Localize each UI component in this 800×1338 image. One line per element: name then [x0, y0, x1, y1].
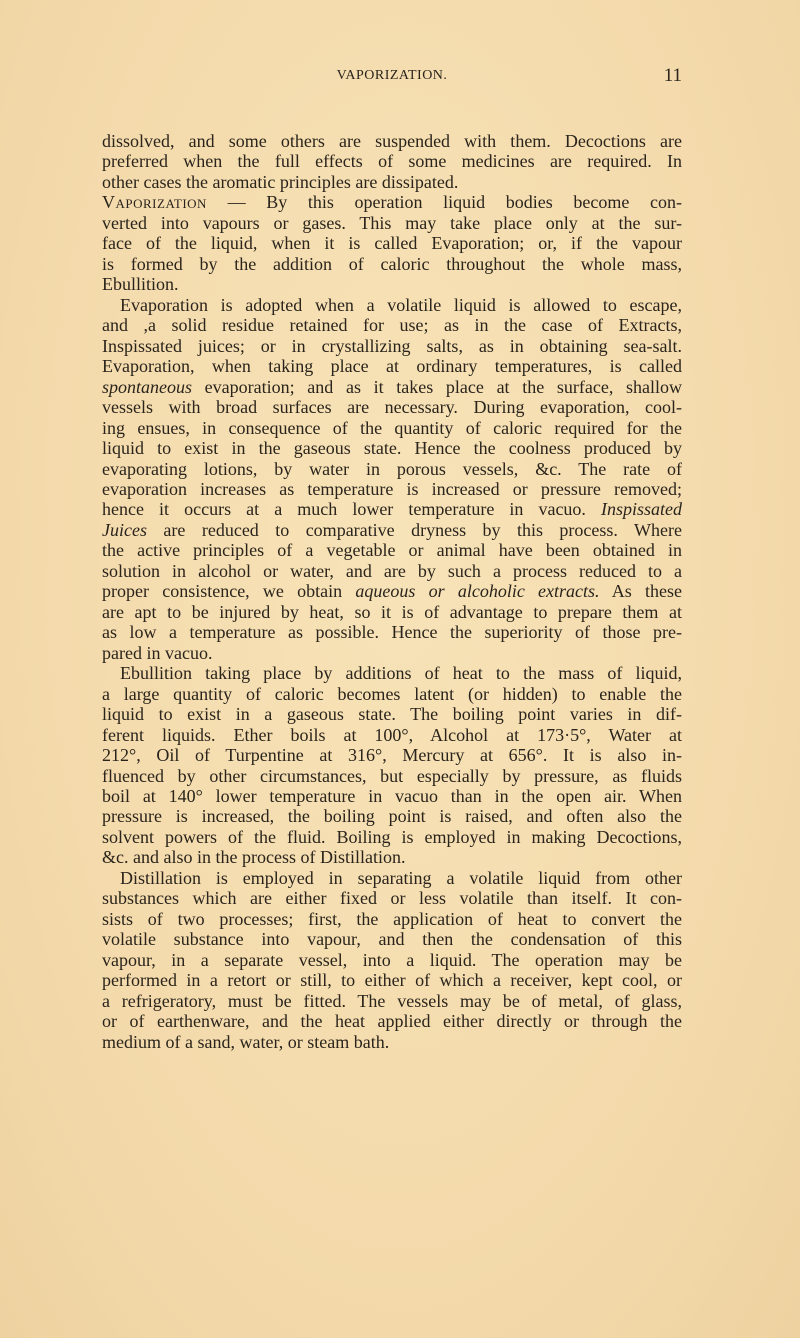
text-line [102, 336, 682, 356]
text-segment: performed in a retort or still, to either of which a receiver, kept cool, or [102, 970, 682, 991]
text-segment: or of earthenware, and the heat applied either directly or through the [102, 1011, 682, 1032]
text-segment: Distillation is employed in separating a volatile liquid from other [120, 867, 682, 888]
text-line [102, 540, 682, 560]
small-caps-heading: Vaporization [102, 192, 207, 213]
text-segment: is formed by the addition of caloric throughout the whole mass, [102, 253, 682, 274]
paragraph [102, 192, 682, 294]
text-line [102, 909, 682, 929]
text-segment: vapour, in a separate vessel, into a liquid. The operation may be [102, 949, 682, 970]
text-segment: a large quantity of caloric becomes latent (or hidden) to enable the [102, 683, 682, 704]
text-segment: ing ensues, in consequence of the quantity of caloric required for the [102, 417, 682, 438]
text-line [102, 991, 682, 1011]
text-segment: solution in alcohol or water, and are by such a process reduced to a [102, 560, 682, 581]
text-segment: vessels with broad surfaces are necessary. During evaporation, cool- [102, 397, 682, 418]
text-segment: evaporating lotions, by water in porous vessels, &c. The rate of [102, 458, 682, 479]
text-line [102, 868, 682, 888]
text-line [102, 295, 682, 315]
text-line [102, 766, 682, 786]
text-line [102, 459, 682, 479]
running-head-title: VAPORIZATION. [336, 68, 448, 83]
text-segment: fluenced by other circumstances, but especially by pressure, as fluids [102, 765, 682, 786]
text-line [102, 315, 682, 335]
text-segment: As these [599, 581, 682, 602]
text-segment: Ebullition. [102, 274, 179, 295]
text-line [102, 725, 682, 745]
text-segment: are apt to be injured by heat, so it is of advantage to prepare them at [102, 601, 682, 622]
page-number: 11 [663, 65, 682, 86]
text-line [102, 479, 682, 499]
text-segment: Evaporation, when taking place at ordinary temperatures, is called [102, 356, 682, 377]
text-line [102, 499, 682, 519]
text-line [102, 663, 682, 683]
text-line [102, 581, 682, 601]
text-segment: face of the liquid, when it is called Evaporation; or, if the vapour [102, 233, 682, 254]
text-line [102, 806, 682, 826]
text-segment: verted into vapours or gases. This may take place only at the sur- [102, 212, 682, 233]
italic-text: Inspissated [601, 499, 682, 520]
text-line [102, 929, 682, 949]
text-segment: preferred when the full effects of some medicines are required. In [102, 151, 682, 172]
text-segment: evaporation increases as temperature is increased or pressure removed; [102, 478, 682, 499]
text-segment: dissolved, and some others are suspended with them. Decoctions are [102, 131, 682, 151]
text-line [102, 254, 682, 274]
italic-text: aqueous or alcoholic extracts. [355, 581, 600, 602]
italic-text: spontaneous [102, 376, 192, 397]
text-line [102, 151, 682, 171]
text-line [102, 684, 682, 704]
text-line [102, 786, 682, 806]
text-segment: — By this operation liquid bodies become con- [206, 192, 682, 213]
text-segment: volatile substance into vapour, and then the condensation of this [102, 929, 682, 950]
text-line [102, 561, 682, 581]
text-segment: pared in vacuo. [102, 642, 213, 663]
text-line [102, 827, 682, 847]
text-segment: 212°, Oil of Turpentine at 316°, Mercury at 656°. It is also in- [102, 745, 682, 766]
text-segment: Evaporation is adopted when a volatile liquid is allowed to escape, [120, 294, 682, 315]
text-segment: Inspissated juices; or in crystallizing salts, as in obtaining sea-salt. [102, 335, 682, 356]
paragraph [102, 131, 682, 192]
text-line [102, 377, 682, 397]
text-line [102, 1011, 682, 1031]
text-segment: the active principles of a vegetable or animal have been obtained in [102, 540, 682, 561]
text-segment: ferent liquids. Ether boils at 100°, Alcohol at 173·5°, Water at [102, 724, 682, 745]
text-line [102, 274, 682, 294]
text-segment: as low a temperature as possible. Hence the superiority of those pre- [102, 622, 682, 643]
text-line [102, 397, 682, 417]
running-head [102, 65, 682, 88]
text-line [102, 438, 682, 458]
paragraph [102, 868, 682, 1052]
text-line [102, 1032, 682, 1052]
text-segment: boil at 140° lower temperature in vacuo than in the open air. When [102, 786, 682, 806]
text-line [102, 233, 682, 253]
text-line [102, 520, 682, 540]
text-line [102, 356, 682, 376]
text-segment: substances which are either fixed or less volatile than itself. It con- [102, 888, 682, 909]
text-line [102, 745, 682, 765]
text-line [102, 213, 682, 233]
text-segment: pressure is increased, the boiling point is raised, and often also the [102, 806, 682, 827]
text-line [102, 950, 682, 970]
text-segment: hence it occurs at a much lower temperature in vacuo. [102, 499, 601, 520]
paragraph [102, 295, 682, 663]
text-segment: are reduced to comparative dryness by this process. Where [146, 519, 682, 540]
paragraph [102, 663, 682, 868]
text-segment: sists of two processes; first, the application of heat to convert the [102, 908, 682, 929]
text-line [102, 172, 682, 192]
text-segment: and ,a solid residue retained for use; as in the case of Extracts, [102, 315, 682, 336]
text-line [102, 192, 682, 212]
text-segment: other cases the aromatic principles are dissipated. [102, 171, 459, 192]
text-segment: a refrigeratory, must be fitted. The vessels may be of metal, of glass, [102, 990, 682, 1011]
text-line [102, 643, 682, 663]
body-text [102, 131, 682, 1052]
text-line [102, 131, 682, 151]
text-line [102, 622, 682, 642]
text-segment: Ebullition taking place by additions of heat to the mass of liquid, [120, 663, 682, 684]
text-segment: liquid to exist in a gaseous state. The boiling point varies in dif- [102, 704, 682, 725]
text-line [102, 602, 682, 622]
text-line [102, 418, 682, 438]
text-segment: solvent powers of the fluid. Boiling is employed in making Decoctions, [102, 826, 682, 847]
text-segment: medium of a sand, water, or steam bath. [102, 1031, 390, 1052]
text-line [102, 704, 682, 724]
text-line [102, 970, 682, 990]
text-line [102, 847, 682, 867]
italic-text: Juices [102, 519, 147, 540]
text-segment: &c. and also in the process of Distillation. [102, 847, 406, 868]
text-segment: proper consistence, we obtain [102, 581, 356, 602]
text-segment: evaporation; and as it takes place at the surface, shallow [192, 376, 682, 397]
text-line [102, 888, 682, 908]
text-segment: liquid to exist in the gaseous state. Hence the coolness produced by [102, 438, 682, 459]
